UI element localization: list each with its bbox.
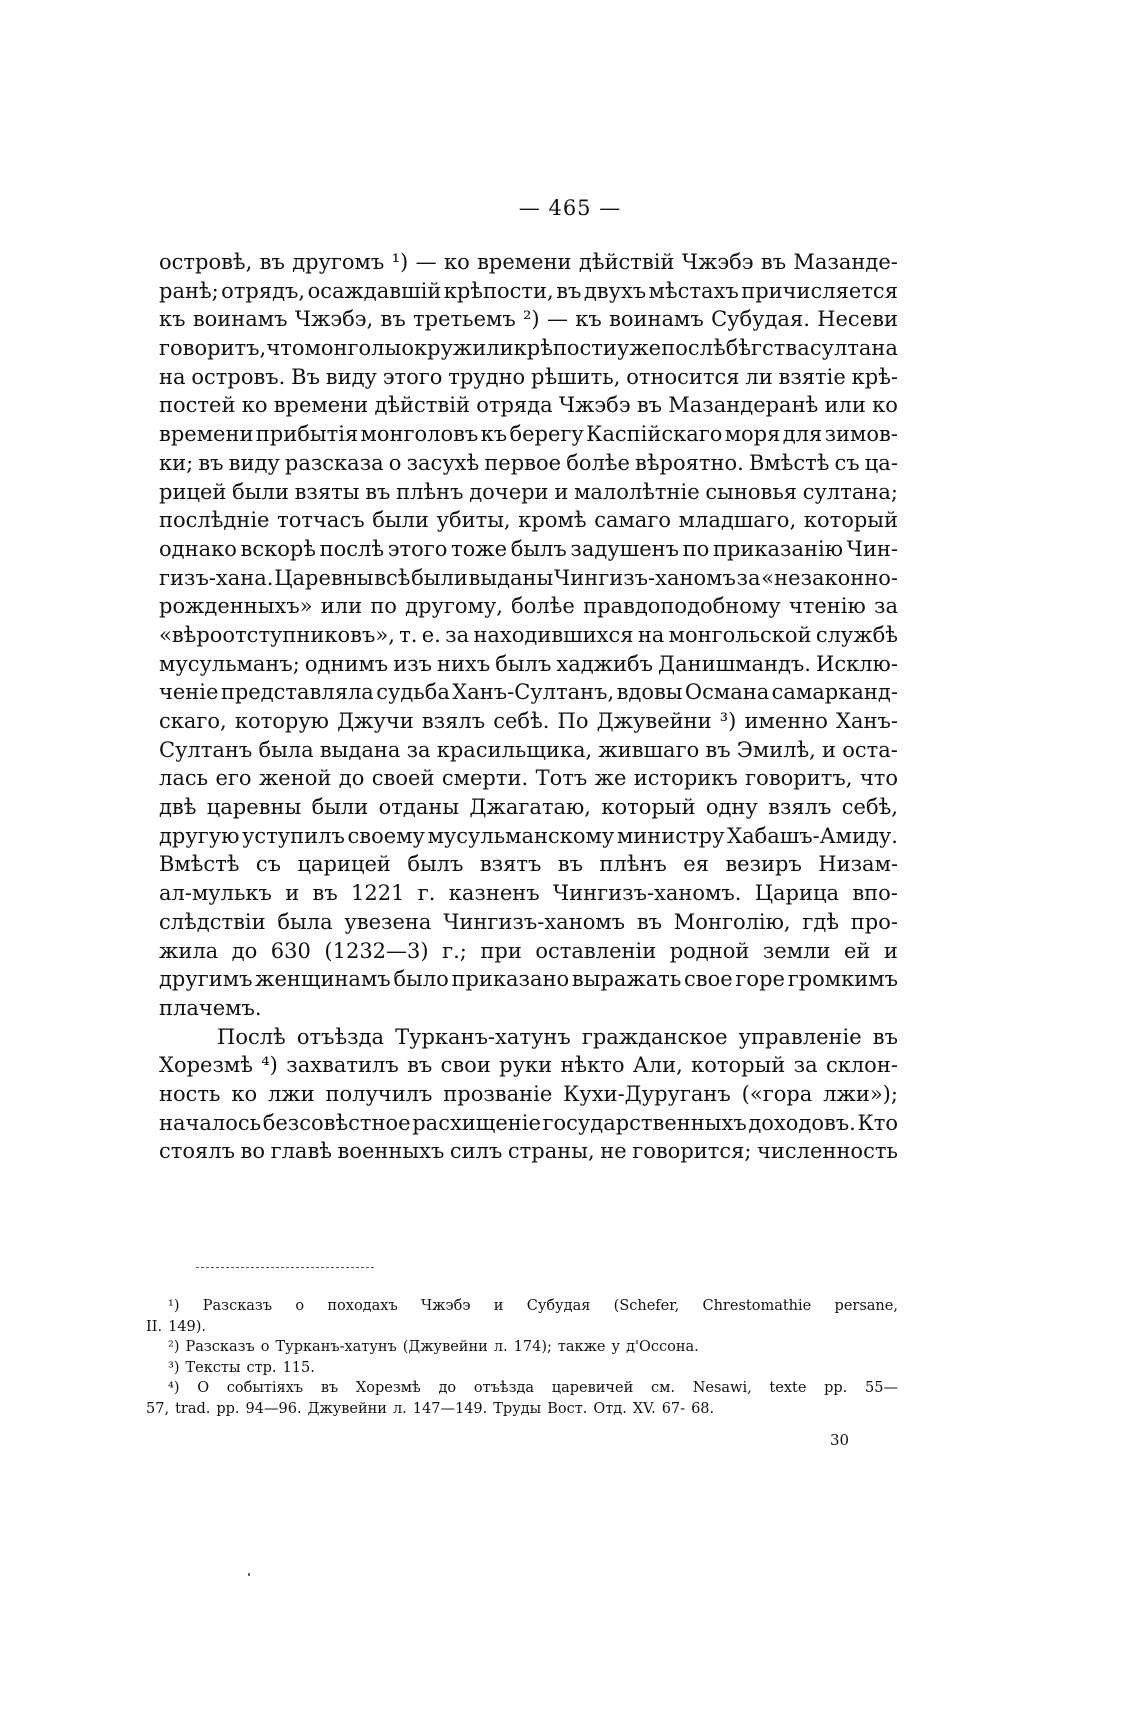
- text-line: мусульманъ; однимъ изъ нихъ былъ хаджибъ Данишмандъ. Исклю-: [159, 651, 898, 676]
- footnote-line: 57, trad. pp. 94—96. Джувейни л. 147—149. Труды Вост. Отд. XV. 67- 68.: [146, 1400, 715, 1417]
- page-number: — 465 —: [518, 196, 622, 220]
- text-line: времени прибытія монголовъ къ берегу Каспійскаго моря для зимов-: [159, 422, 898, 447]
- text-line: плачемъ.: [159, 995, 262, 1020]
- text-line: ки; въ виду разсказа о засухѣ первое болѣе вѣроятно. Вмѣстѣ съ ца-: [159, 450, 898, 475]
- text-line: на островъ. Въ виду этого трудно рѣшить, относится ли взятіе крѣ-: [159, 364, 898, 389]
- text-line: постей ко времени дѣйствій отряда Чжэбэ въ Мазандеранѣ или ко: [159, 393, 898, 418]
- main-text: [159, 250, 898, 1168]
- text-line: другую уступилъ своему мусульманскому министру Хабашъ-Амиду.: [159, 823, 898, 848]
- footnote-line: ³) Тексты стр. 115.: [168, 1359, 315, 1376]
- text-line: Султанъ была выдана за красильщика, жившаго въ Эмилѣ, и оста-: [159, 737, 898, 762]
- footnote-line: ⁴) О событіяхъ въ Хорезмѣ до отъѣзда царевичей см. Nesawi, texte pp. 55—: [168, 1380, 898, 1396]
- stray-ink-mark: [248, 1573, 250, 1576]
- text-line: къ воинамъ Чжэбэ, въ третьемъ ²) — къ воинамъ Субудая. Несеви: [159, 307, 898, 332]
- text-line: ал-мулькъ и въ 1221 г. казненъ Чингизъ-ханомъ. Царица впо-: [159, 881, 898, 906]
- text-line: жила до 630 (1232—3) г.; при оставленіи родной земли ей и: [159, 938, 898, 963]
- text-line: «вѣроотступниковъ», т. е. за находившихся на монгольской службѣ: [159, 622, 898, 647]
- text-line: другимъ женщинамъ было приказано выражать свое горе громкимъ: [159, 967, 898, 992]
- text-line: стоялъ во главѣ военныхъ силъ страны, не говорится; численность: [159, 1139, 898, 1164]
- text-line: Хорезмѣ ⁴) захватилъ въ свои руки нѣкто Али, который за склон-: [159, 1053, 898, 1078]
- text-line: говоритъ, что монголы окружили крѣпости уже послѣ бѣгства султана: [159, 336, 898, 361]
- text-line: рожденныхъ» или по другому, болѣе правдоподобному чтенію за: [159, 594, 898, 619]
- text-line: ность ко лжи получилъ прозваніе Кухи-Дуруганъ («гора лжи»);: [159, 1081, 898, 1106]
- text-line: гизъ-хана. Царевны всѣ были выданы Чингизъ-ханомъ за «незаконно-: [159, 565, 898, 590]
- text-line: послѣдніе тотчасъ были убиты, кромѣ самаго младшаго, который: [159, 508, 898, 533]
- footnote-line: II. 149).: [146, 1318, 207, 1335]
- text-line: началось безсовѣстное расхищеніе государственныхъ доходовъ. Кто: [159, 1110, 898, 1135]
- footnotes: [146, 1298, 898, 1421]
- text-line: островѣ, въ другомъ ¹) — ко времени дѣйствій Чжэбэ въ Мазанде-: [159, 250, 898, 274]
- text-line: ранѣ; отрядъ, осаждавшій крѣпости, въ двухъ мѣстахъ причисляется: [159, 278, 898, 303]
- text-line: слѣдствіи была увезена Чингизъ-ханомъ въ Монголію, гдѣ про-: [159, 909, 898, 934]
- text-line: рицей были взяты въ плѣнъ дочери и малолѣтніе сыновья султана;: [159, 479, 898, 504]
- sheet-signature-number: 30: [830, 1431, 850, 1449]
- text-line: Послѣ отъѣзда Турканъ-хатунъ гражданское управленіе въ: [217, 1024, 898, 1049]
- footnote-separator: [196, 1267, 374, 1268]
- text-line: ченіе представляла судьба Ханъ-Султанъ, вдовы Османа самарканд-: [159, 680, 898, 705]
- footnote-line: ¹) Разсказъ о походахъ Чжэбэ и Субудая (Schefer, Chrestomathie persane,: [168, 1298, 898, 1314]
- text-line: лась его женой до своей смерти. Тотъ же историкъ говоритъ, что: [159, 766, 898, 791]
- text-line: двѣ царевны были отданы Джагатаю, который одну взялъ себѣ,: [159, 795, 898, 820]
- footnote-line: ²) Разсказъ о Турканъ-хатунъ (Джувейни л. 174); также у д'Оссона.: [168, 1339, 699, 1355]
- text-line: Вмѣстѣ съ царицей былъ взятъ въ плѣнъ ея везиръ Низам-: [159, 852, 898, 877]
- text-line: скаго, которую Джучи взялъ себѣ. По Джувейни ³) именно Ханъ-: [159, 709, 898, 733]
- text-line: однако вскорѣ послѣ этого тоже былъ задушенъ по приказанію Чин-: [159, 536, 898, 561]
